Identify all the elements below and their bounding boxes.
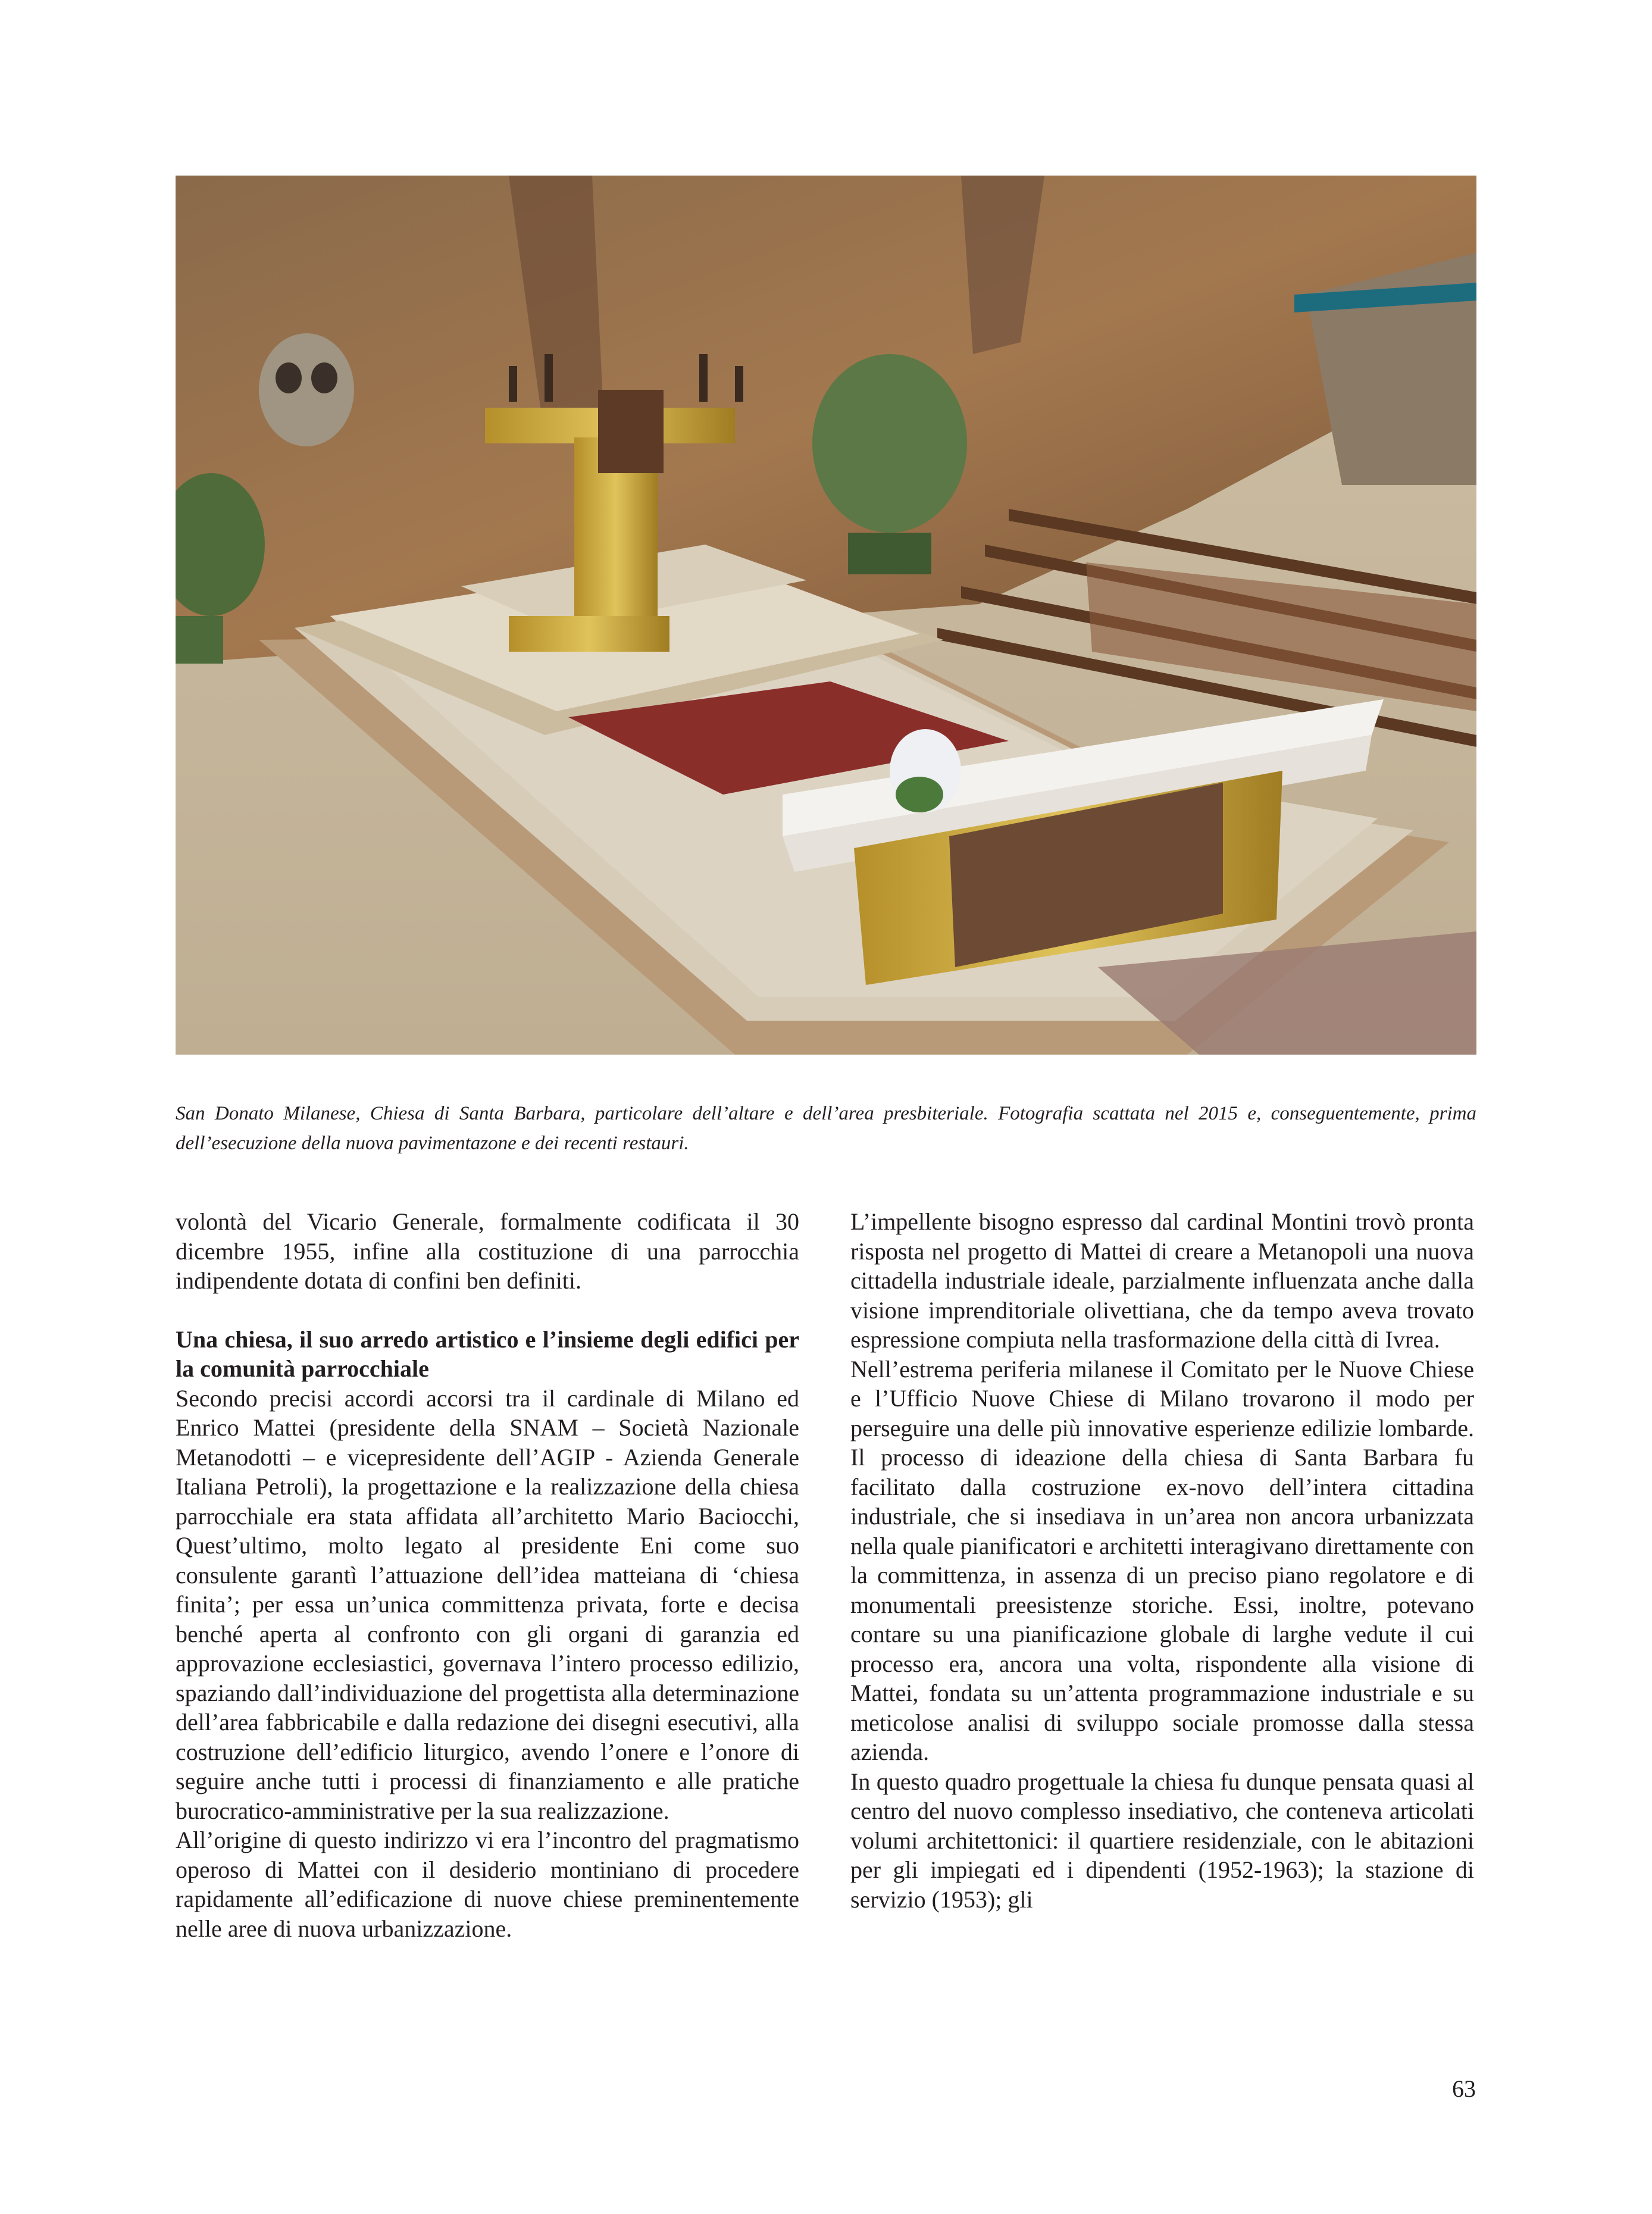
flower-arrangement: [890, 729, 961, 812]
right-column: [850, 1207, 1474, 1914]
page-number: 63: [1452, 2075, 1476, 2102]
left-paragraph-2: All’origine di questo indirizzo vi era l’incontro del pragmatismo operoso di Mattei con il desiderio montiniano di procedere rapidamente all’edificazione di nuove chiese preminentemente nelle aree di nuova urbanizzazione.: [176, 1827, 799, 1942]
photo-caption: San Donato Milanese, Chiesa di Santa Barbara, particolare dell’altare e dell’area presbiteriale. Fotografia scattata nel 2015 e, conseguentemente, prima dell’esecuzione della nuova pavimentazone e dei recenti restauri.: [176, 1103, 1476, 1154]
left-intro-paragraph: volontà del Vicario Generale, formalmente codificata il 30 dicembre 1955, infine alla costituzione di una parrocchia indipendente dotata di confini ben definiti.: [176, 1208, 799, 1294]
altar-photo-illustration: [176, 176, 1476, 1055]
left-column: [176, 1207, 799, 1943]
right-paragraph-3: In questo quadro progettuale la chiesa fu dunque pensata quasi al centro del nuovo complesso insediativo, che conteneva articolati volumi architettonici: il quartiere residenziale, con le abitazioni per gli impiegati ed i dipendenti (1952-1963); la stazione di servizio (1953); gli: [850, 1768, 1474, 1913]
right-paragraph-1: L’impellente bisogno espresso dal cardinal Montini trovò pronta risposta nel progetto di Mattei di creare a Metanopoli una nuova cittadella industriale ideale, parzialmente influenzata anche dalla visione imprenditoriale olivettiana, che da tempo aveva trovato espressione compiuta nella trasformazione della città di Ivrea.: [850, 1208, 1474, 1353]
left-paragraph-1: Secondo precisi accordi accorsi tra il cardinale di Milano ed Enrico Mattei (presidente della SNAM – Società Nazionale Metanodotti – e vicepresidente dell’AGIP - Azienda Generale Italiana Petroli), la progettazione e la realizzazione della chiesa parrocchiale era stata affidata all’architetto Mario Baciocchi, Quest’ultimo, molto legato al presidente Eni come suo consulente garantì l’attuazione dell’idea matteiana di ‘chiesa finita’; per essa un’unica committenza privata, forte e decisa benché aperta al confronto con gli organi di garanzia ed approvazione ecclesiastici, governava l’intero processo edilizio, spaziando dall’individuazione del progettista alla determinazione dell’area fabbricabile e dalla redazione dei disegni esecutivi, alla costruzione dell’edificio liturgico, avendo l’onere e l’onore di seguire anche tutti i processi di finanziamento e alle pratiche burocratico-amministrative per la sua realizzazione.: [176, 1384, 799, 1824]
skull-mosaic: [259, 333, 354, 446]
altar-photo: [176, 176, 1476, 1055]
section-heading: Una chiesa, il suo arredo artistico e l’insieme degli edifici per la comunità parrocchiale: [176, 1325, 799, 1382]
right-paragraph-2: Nell’estrema periferia milanese il Comitato per le Nuove Chiese e l’Ufficio Nuove Chiese di Milano trovarono il modo per perseguire una delle più innovative esperienze edilizie lombarde. Il processo di ideazione della chiesa di Santa Barbara fu facilitato dalla costruzione ex-novo dell’intera cittadina industriale, che si insediava in un’area non ancora urbanizzata nella quale pianificatori e architetti interagivano direttamente con la committenza, in assenza di un preciso piano regolatore e di monumentali preesistenze storiche. Essi, inoltre, potevano contare su una pianificazione globale di larghe vedute il cui processo era, ancora una volta, rispondente alla visione di Mattei, fondata su un’attenta programmazione industriale e su meticolose analisi di sviluppo sociale promosse dalla stessa azienda.: [850, 1355, 1474, 1765]
